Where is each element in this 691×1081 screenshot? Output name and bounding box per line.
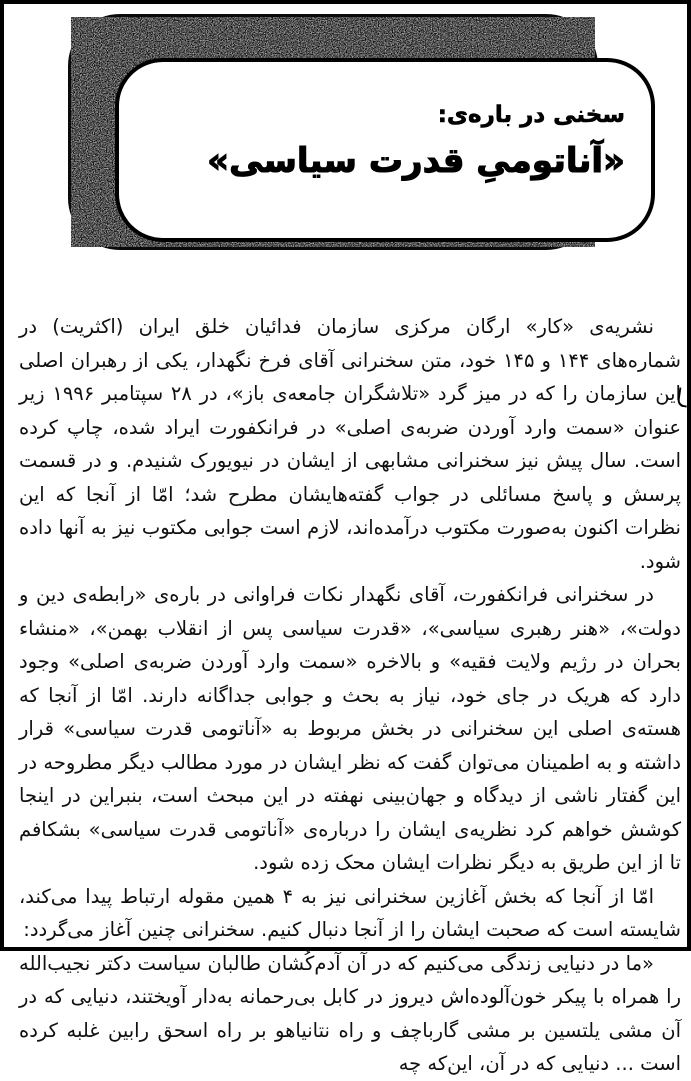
header-title-card — [115, 58, 655, 242]
paragraph-quote: «ما در دنیایی زندگی می‌کنیم که در آن آدم‌کُشان طالبان سیاست دکتر نجیب‌الله را همراه با پیکر خون‌آلوده‌اش دیروز در کابل بی‌رحمانه به‌دار آویختند، دنیایی که در آن مشی یلتسین بر مشی گارباچف و راه نتانیاهو بر راه اسحق رابین غلبه کرده است ... دنیایی که در آن، این‌که چه — [19, 951, 681, 1075]
section-kicker: سخنی در باره‌ی: — [437, 102, 625, 128]
stray-ink-mark — [677, 387, 690, 407]
section-title: «آناتومیِ قدرت سیاسی» — [207, 140, 625, 181]
paragraph-transition: امّا از آنجا که بخش آغازین سخنرانی نیز به ۴ همین مقوله ارتباط پیدا می‌کند، شایسته است که صحبت ایشان را از آنجا دنبال کنیم. سخنرانی چنین آغاز می‌گردد: — [19, 884, 681, 941]
paragraph-intro: نشریه‌ی «کار» ارگان مرکزی سازمان فدائیان خلق ایران (اکثریت) در شماره‌های ۱۴۴ و ۱۴۵ خود، متن سخنرانی آقای فرخ نگهدار، یکی از رهبران اصلی این سازمان را که در میز گرد «تلاشگران جامعه‌ی باز»، در ۲۸ سپتامبر ۱۹۹۶ زیر عنوان «سمت وارد آوردن ضربه‌ی اصلی» در فرانکفورت ایراد شده، چاپ کرده است. سال پیش نیز سخنرانی مشابهی از ایشان در نیویورک شنیدم. و در قسمت پرسش و پاسخ مسائلی در جواب گفته‌هایشان مطرح شد؛ امّا از آنجا که این نظرات اکنون به‌صورت مکتوب درآمده‌اند، لازم است جوابی مکتوب نیز به آنها داده شود. — [19, 315, 681, 573]
article-body — [19, 310, 681, 1081]
paragraph-topics: در سخنرانی فرانکفورت، آقای نگهدار نکات فراوانی در باره‌ی «رابطه‌ی دین و دولت»، «هنر رهبری سیاسی»، «قدرت سیاسی پس از انقلاب بهمن»، «منشاء بحران در رژیم ولایت فقیه» و بالاخره «سمت وارد آوردن ضربه‌ی اصلی» وجود دارد که هریک در جای خود، نیاز به بحث و جوابی جداگانه دارند. امّا از آنجا که هسته‌ی اصلی این سخنرانی در بخش مربوط به «آناتومی قدرت سیاسی» قرار داشته و به اطمینان می‌توان گفت که نظر ایشان در مورد مطالب دیگر مطروحه در این گفتار ناشی از دیدگاه و جهان‌بینی نهفته در این مبحث است، بنبراین در اینجا کوشش خواهم کرد نظریه‌ی ایشان را درباره‌ی «آناتومی قدرت سیاسی» بشکافم تا از این طریق به دیگر نظرات ایشان محک زده شود. — [19, 583, 681, 874]
